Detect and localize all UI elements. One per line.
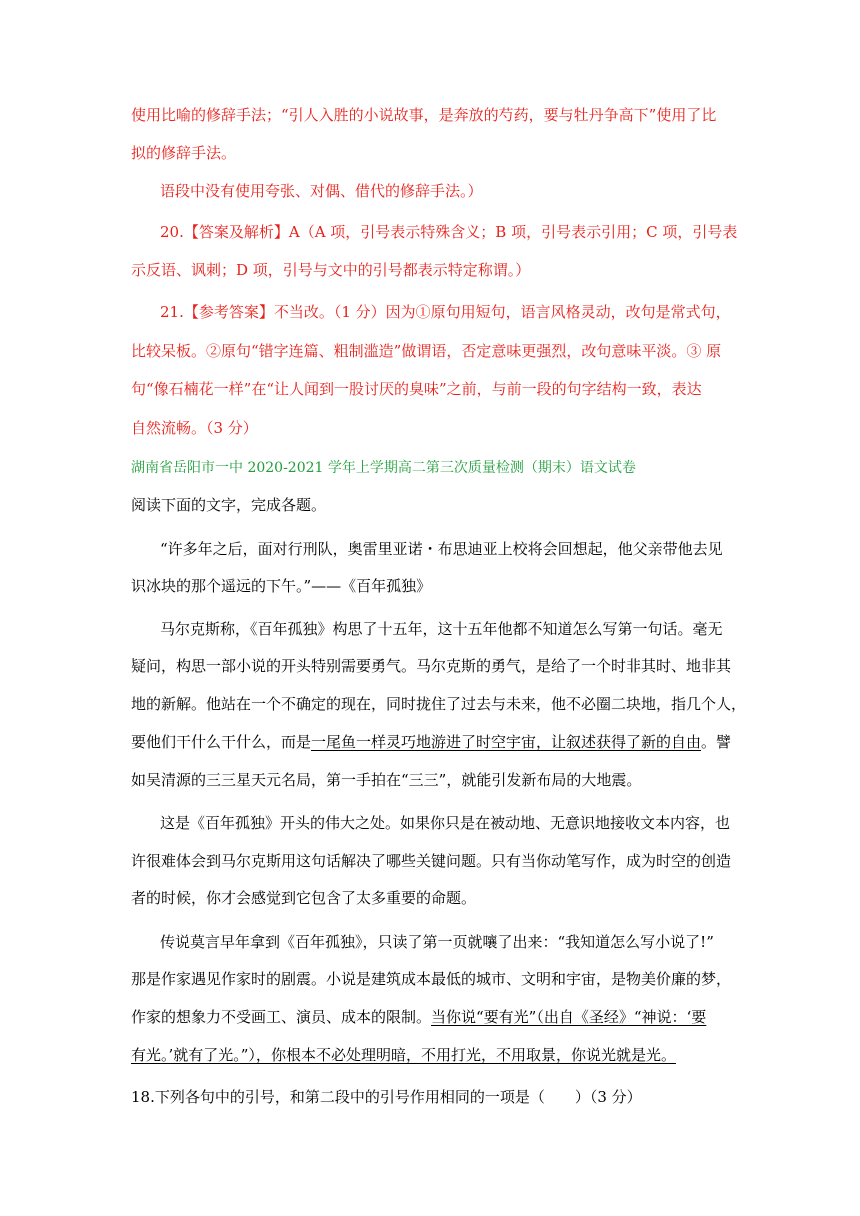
passage-text: 要他们干什么干什么，而是 [131, 733, 312, 751]
answer-21-line: 比较呆板。②原句“错字连篇、粗制滥造”做谓语，否定意味更强烈，改句意味平淡。③ 原 [131, 342, 722, 360]
passage-line: 者的时候，你才会感觉到它包含了太多重要的命题。 [131, 889, 477, 907]
passage-line: 传说莫言早年拿到《百年孤独》，只读了第一页就嚷了出来：“我知道怎么写小说了!” [160, 933, 714, 951]
passage-line: 那是作家遇见作家时的剧震。小说是建筑成本最低的城市、文明和宇宙，是物美价廉的梦， [131, 970, 732, 988]
answer-text-line: 语段中没有使用夸张、对偶、借代的修辞手法。） [160, 182, 483, 200]
instruction: 阅读下面的文字，完成各题。 [131, 496, 327, 514]
answer-21-line: 自然流畅。（3 分） [131, 419, 258, 437]
answer-text-line: 拟的修辞手法。 [131, 144, 237, 162]
source-heading: 湖南省岳阳市一中 2020-2021 学年上学期高二第三次质量检测（期末）语文试卷 [131, 460, 636, 476]
answer-21-line: 句“像石楠花一样”在“让人闻到一股讨厌的臭味”之前，与前一段的句字结构一致，表达 [131, 380, 702, 398]
passage-text: 。譬 [701, 733, 732, 751]
question-18: 18.下列各句中的引号，和第二段中的引号作用相同的一项是（ ）（3 分） [131, 1088, 642, 1106]
answer-20-line: 示反语、讽刺；D 项，引号与文中的引号都表示特定称谓。） [131, 261, 531, 279]
answer-20-line: 20.【答案及解析】A（A 项，引号表示特殊含义；B 项，引号表示引用；C 项，引号表 [160, 223, 738, 241]
underlined-sentence: 有光。’就有了光。”），你根本不必处理明暗，不用打光，不用取景，你说光就是光。 [131, 1046, 676, 1064]
passage-line: 如吴清源的三三星天元名局，第一手拍在“三三”，就能引发新布局的大地震。 [131, 771, 642, 789]
passage-line: 这是《百年孤独》开头的伟大之处。如果你只是在被动地、无意识地接收文本内容，也 [160, 814, 731, 832]
answer-text-line: 使用比喻的修辞手法；“引人入胜的小说故事，是奔放的芍药，要与牡丹争高下”使用了比 [131, 106, 717, 124]
passage-line: “许多年之后，面对行刑队，奥雷里亚诺・布思迪亚上校将会回想起，他父亲带他去见 [160, 540, 723, 558]
underlined-sentence: 当你说“要有光”（出自《圣经》“神说：‘要 [431, 1008, 707, 1026]
passage-line: 许很难体会到马尔克斯用这句话解决了哪些关键问题。只有当你动笔写作，成为时空的创造 [131, 852, 732, 870]
passage-line [131, 732, 731, 752]
passage-text: 作家的想象力不受画工、演员、成本的限制。 [131, 1008, 432, 1026]
passage-line [131, 1045, 676, 1065]
passage-line: 疑问，构思一部小说的开头特别需要勇气。马尔克斯的勇气，是给了一个时非其时、地非其 [131, 657, 732, 675]
passage-line: 地的新解。他站在一个不确定的现在，同时拢住了过去与未来，他不必圈二块地，指几个人， [131, 695, 747, 713]
answer-21-line: 21.【参考答案】不当改。（1 分）因为①原句用短句，语言风格灵动，改句是常式句， [160, 303, 731, 321]
underlined-sentence: 一尾鱼一样灵巧地游进了时空宇宙，让叙述获得了新的自由 [311, 733, 702, 751]
passage-line [131, 1007, 706, 1027]
passage-line: 识冰块的那个遥远的下午。”——《百年孤独》 [131, 577, 432, 595]
passage-line: 马尔克斯称，《百年孤独》构思了十五年，这十五年他都不知道怎么写第一句话。毫无 [160, 620, 723, 638]
